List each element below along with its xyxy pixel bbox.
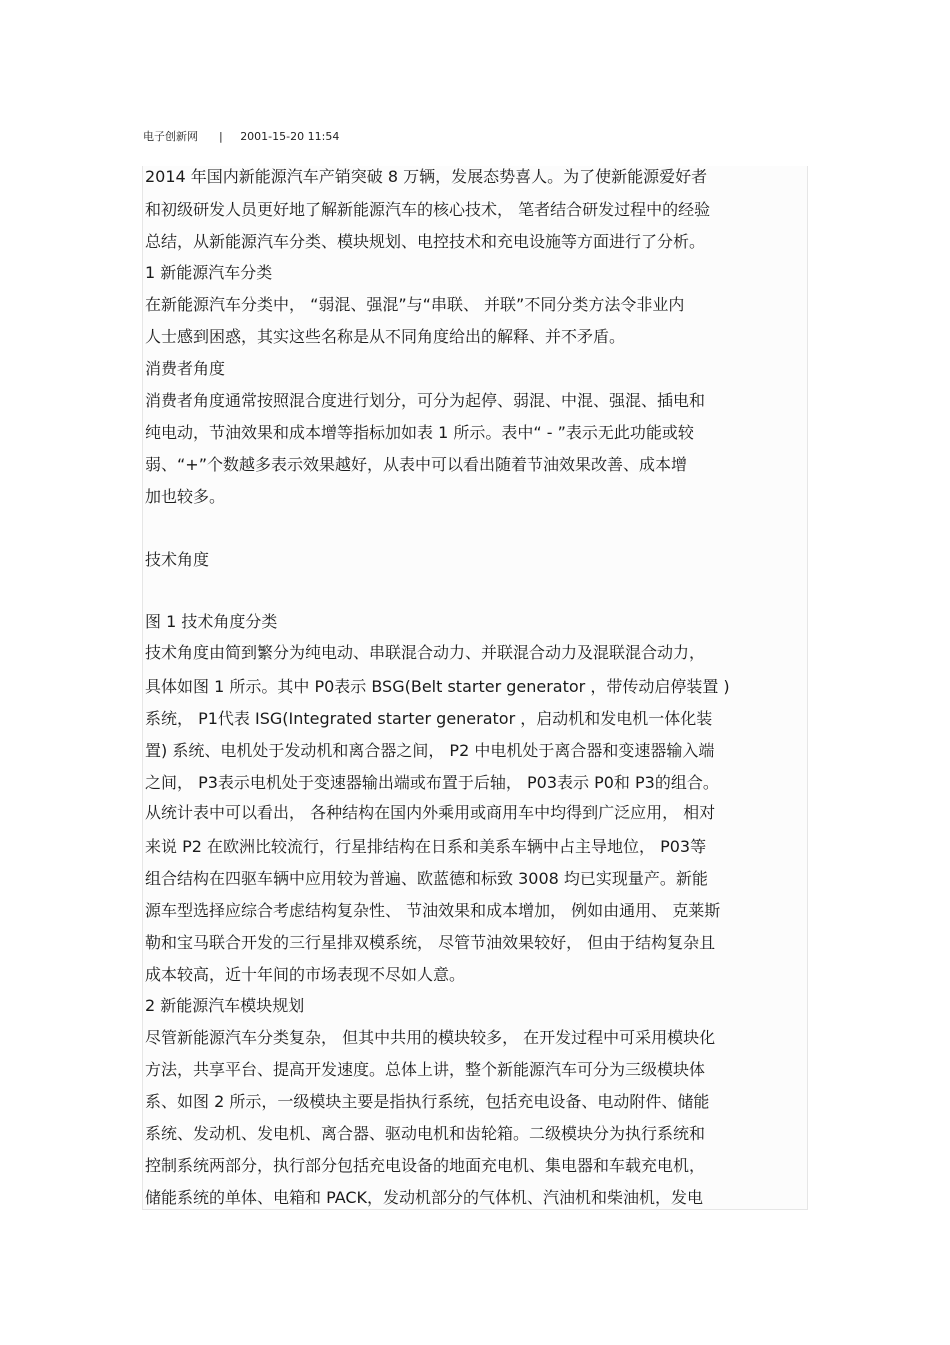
- paragraph-line: 在新能源汽车分类中， “弱混、强混”与“串联、 并联”不同分类方法令非业内: [145, 295, 685, 314]
- publish-timestamp: 2001-15-20 11:54: [240, 130, 340, 143]
- paragraph-line: 勒和宝马联合开发的三行星排双模系统， 尽管节油效果较好， 但由于结构复杂且: [145, 933, 716, 952]
- paragraph-line: 消费者角度通常按照混合度进行划分，可分为起停、弱混、中混、强混、插电和: [145, 391, 706, 410]
- section-heading: 2 新能源汽车模块规划: [145, 996, 305, 1015]
- article-meta: [143, 128, 339, 144]
- paragraph-line: 纯电动，节油效果和成本增等指标加如表 1 所示。表中“ - ”表示无此功能或较: [145, 423, 694, 442]
- paragraph-line: 弱、“+”个数越多表示效果越好，从表中可以看出随着节油效果改善、成本增: [145, 455, 687, 474]
- paragraph-line: 来说 P2 在欧洲比较流行，行星排结构在日系和美系车辆中占主导地位， P03等: [145, 837, 707, 856]
- paragraph-line: 系、如图 2 所示，一级模块主要是指执行系统，包括充电设备、电动附件、储能: [145, 1092, 710, 1111]
- paragraph-line: 置) 系统、电机处于发动机和离合器之间， P2 中电机处于离合器和变速器输入端: [145, 741, 715, 760]
- paragraph-line: 系统， P1代表 ISG(Integrated starter generator ，启动机和发电机一体化装: [145, 709, 713, 728]
- paragraph-line: 源车型选择应综合考虑结构复杂性、 节油效果和成本增加， 例如由通用、 克莱斯: [145, 901, 721, 920]
- section-heading: 1 新能源汽车分类: [145, 263, 273, 282]
- paragraph-line: 储能系统的单体、电箱和 PACK，发动机部分的气体机、汽油机和柴油机，发电: [145, 1188, 704, 1207]
- paragraph-line: 控制系统两部分，执行部分包括充电设备的地面充电机、集电器和车载充电机，: [145, 1156, 706, 1175]
- paragraph-line: 和初级研发人员更好地了解新能源汽车的核心技术， 笔者结合研发过程中的经验: [145, 200, 711, 219]
- subsection-heading: 技术角度: [145, 550, 210, 569]
- paragraph-line: 从统计表中可以看出， 各种结构在国内外乘用或商用车中均得到广泛应用， 相对: [145, 803, 716, 822]
- paragraph-line: 技术角度由简到繁分为纯电动、串联混合动力、并联混合动力及混联混合动力，: [145, 643, 706, 662]
- paragraph-line: 具体如图 1 所示。其中 P0表示 BSG(Belt starter generator ，带传动启停装置 ): [145, 677, 730, 696]
- source-name: 电子创新网: [143, 130, 198, 143]
- article-body: [142, 166, 808, 1210]
- paragraph-line: 2014 年国内新能源汽车产销突破 8 万辆，发展态势喜人。为了使新能源爱好者: [145, 167, 708, 186]
- meta-separator: |: [218, 130, 223, 143]
- paragraph-line: 成本较高，近十年间的市场表现不尽如人意。: [145, 965, 466, 984]
- paragraph-line: 组合结构在四驱车辆中应用较为普遍、欧蓝德和标致 3008 均已实现量产。新能: [145, 869, 708, 888]
- subsection-heading: 消费者角度: [145, 359, 226, 378]
- figure-caption: 图 1 技术角度分类: [145, 612, 278, 631]
- paragraph-line: 方法，共享平台、提高开发速度。总体上讲，整个新能源汽车可分为三级模块体: [145, 1060, 706, 1079]
- paragraph-line: 总结，从新能源汽车分类、模块规划、电控技术和充电设施等方面进行了分析。: [145, 232, 706, 251]
- paragraph-line: 之间， P3表示电机处于变速器输出端或布置于后轴， P03表示 P0和 P3的组合。: [145, 773, 719, 792]
- paragraph-line: 加也较多。: [145, 487, 226, 506]
- paragraph-line: 尽管新能源汽车分类复杂， 但其中共用的模块较多， 在开发过程中可采用模块化: [145, 1028, 716, 1047]
- paragraph-line: 人士感到困惑，其实这些名称是从不同角度给出的解释、并不矛盾。: [145, 327, 626, 346]
- paragraph-line: 系统、发动机、发电机、离合器、驱动电机和齿轮箱。二级模块分为执行系统和: [145, 1124, 706, 1143]
